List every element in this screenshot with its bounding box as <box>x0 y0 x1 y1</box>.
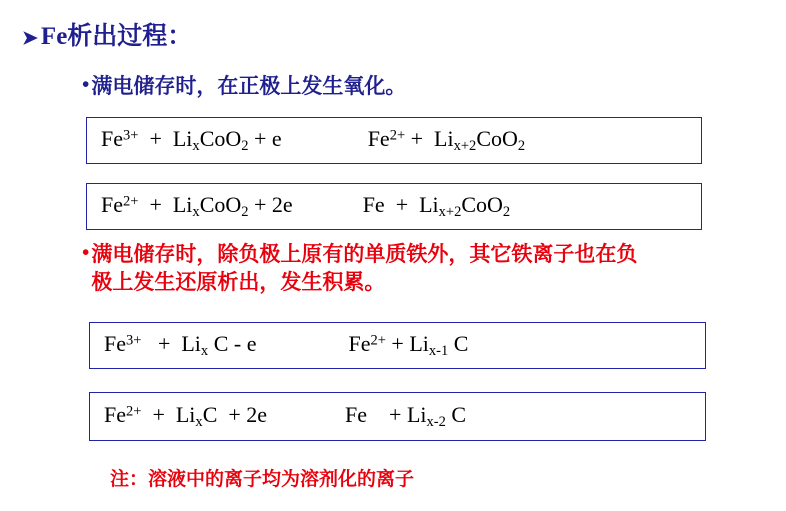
equation-box-2 <box>86 183 702 230</box>
equation-4-rhs: Fe + $Li_{x-2}$ C <box>345 401 467 431</box>
bullet-item-2 <box>82 240 732 297</box>
page-title-text: Fe析出过程： <box>40 23 193 50</box>
bullet-item-2-line-1: 满电储存时，除负极上原有的单质铁外，其它铁离子也在负 <box>91 242 638 266</box>
bullet-item-1 <box>82 72 406 100</box>
bullet-item-2-line-2: 极上发生还原析出，发生积累。 <box>91 270 386 295</box>
equation-3-lhs: $Fe^{3+} + Li_x$ C - e <box>104 330 257 360</box>
equation-2-rhs: $Fe + Li_{x+2}CoO_2$ <box>362 191 511 221</box>
dot-bullet-icon-2: • <box>82 240 90 264</box>
bullet-item-1-text: 满电储存时，在正极上发生氧化。 <box>91 74 407 98</box>
page-title <box>22 16 192 52</box>
equation-1-rhs: $Fe^{2+} + Li_{x+2}CoO_2$ <box>367 125 526 155</box>
arrow-bullet-icon: ➤ <box>22 28 38 49</box>
equation-box-4 <box>89 392 706 441</box>
equation-4-lhs: $Fe^{2+} + Li_xC + 2e$ <box>104 401 268 431</box>
dot-bullet-icon: • <box>82 72 90 96</box>
equation-3-rhs: $Fe^{2+} + Li_{x-1}$ C <box>348 330 469 360</box>
footnote: 注：溶液中的离子均为溶剂化的离子 <box>110 469 415 490</box>
equation-1-lhs: $Fe^{3+} + Li_xCoO_2 + e$ <box>101 125 282 155</box>
equation-2-lhs: $Fe^{2+} + Li_xCoO_2 + 2e$ <box>101 191 293 221</box>
equation-box-1 <box>86 117 702 164</box>
equation-box-3 <box>89 322 706 369</box>
